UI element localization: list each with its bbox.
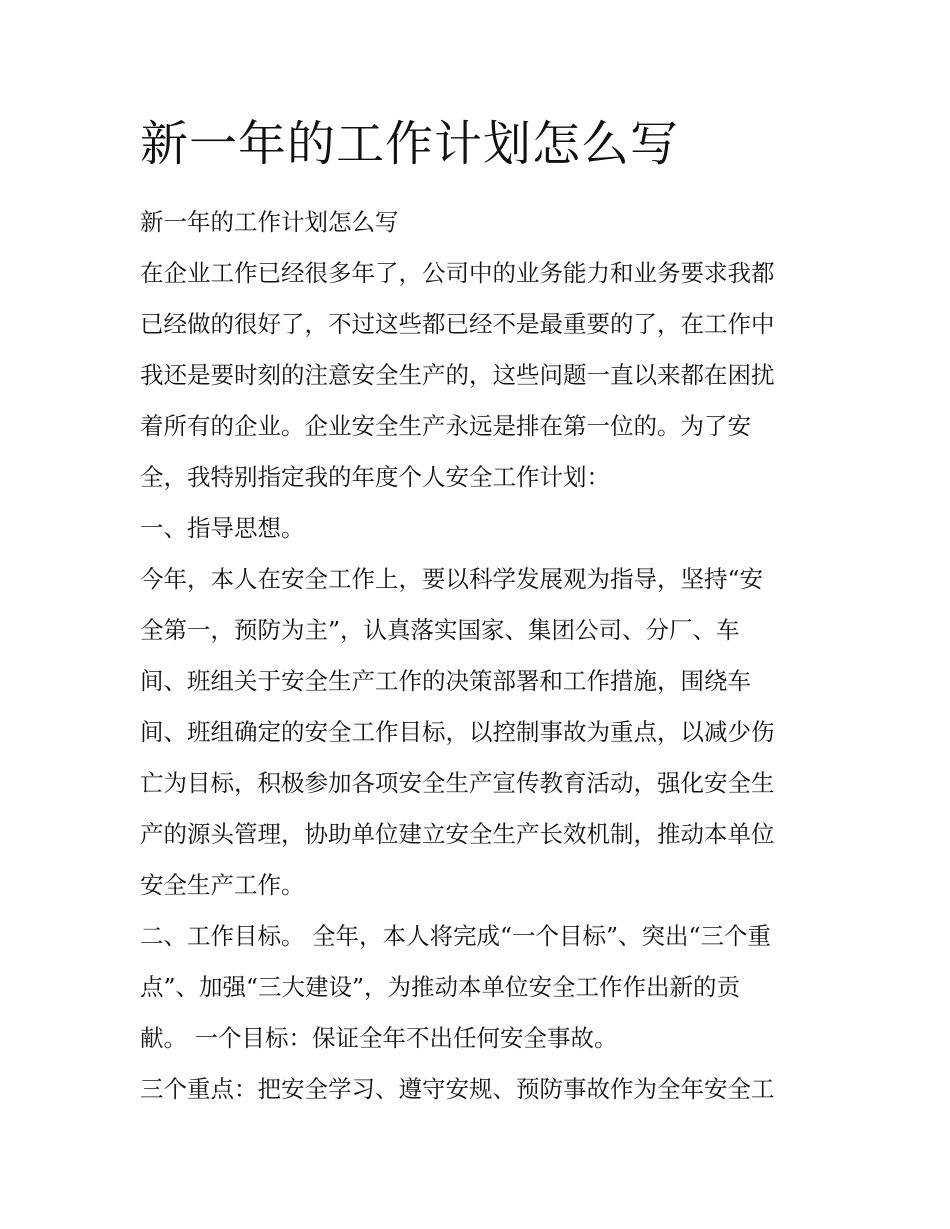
body-line: 间、班组确定的安全工作目标，以控制事故为重点，以减少伤 [140,718,775,746]
body-line: 献。 一个目标：保证全年不出任何安全事故。 [140,1024,618,1052]
subtitle-line: 新一年的工作计划怎么写 [140,208,399,236]
body-line: 亡为目标，积极参加各项安全生产宣传教育活动，强化安全生 [140,769,775,797]
body-line: 在企业工作已经很多年了，公司中的业务能力和业务要求我都 [140,259,775,287]
body-line: 全，我特别指定我的年度个人安全工作计划： [140,463,610,491]
body-line: 全第一，预防为主”，认真落实国家、集团公司、分厂、车 [140,616,740,644]
body-line: 已经做的很好了，不过这些都已经不是最重要的了，在工作中 [140,310,775,338]
body-line: 安全生产工作。 [140,871,305,899]
body-line: 着所有的企业。企业安全生产永远是排在第一位的。为了安 [140,412,751,440]
body-line: 间、班组关于安全生产工作的决策部署和工作措施，围绕车 [140,667,751,695]
body-line: 今年，本人在安全工作上，要以科学发展观为指导，坚持“安 [140,565,764,593]
body-line: 三个重点：把安全学习、遵守安规、预防事故作为全年安全工 [140,1075,775,1103]
section-heading: 二、工作目标。 全年，本人将完成“一个目标”、突出“三个重 [140,922,772,950]
section-heading: 一、指导思想。 [140,514,305,542]
body-line: 点”、加强“三大建设”，为推动本单位安全工作作出新的贡 [140,973,741,1001]
body-line: 我还是要时刻的注意安全生产的，这些问题一直以来都在困扰 [140,361,775,389]
document-title: 新一年的工作计划怎么写 [140,116,680,172]
body-line: 产的源头管理，协助单位建立安全生产长效机制，推动本单位 [140,820,775,848]
